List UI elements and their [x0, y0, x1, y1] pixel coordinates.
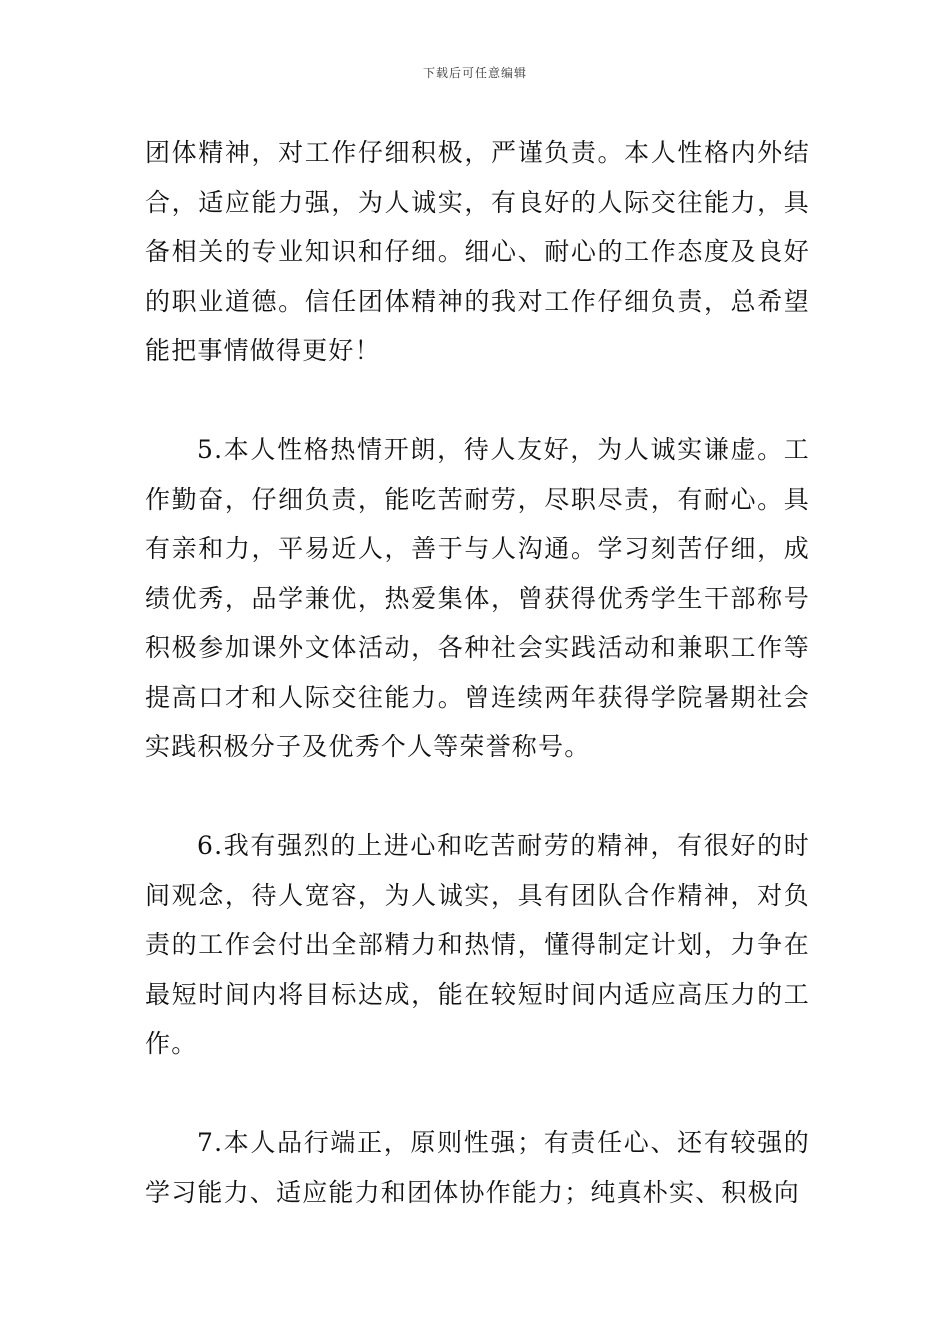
- paragraph-item-7: 7.本人品行端正，原则性强；有责任心、还有较强的学习能力、适应能力和团体协作能力；纯真朴实、积极向: [145, 1128, 810, 1207]
- page-header-note: 下载后可任意编辑: [422, 66, 527, 80]
- document-body: [145, 128, 810, 1217]
- paragraph-gap: [145, 772, 810, 822]
- paragraph-gap: [145, 1069, 810, 1119]
- paragraph-continuation: 团体精神，对工作仔细积极，严谨负责。本人性格内外结合，适应能力强，为人诚实，有良好的人际交往能力，具备相关的专业知识和仔细。细心、耐心的工作态度及良好的职业道德。信任团体精神的我对工作仔细负责，总希望能把事情做得更好！: [145, 138, 810, 365]
- paragraph-item-5: 5.本人性格热情开朗，待人友好，为人诚实谦虚。工作勤奋，仔细负责，能吃苦耐劳，尽职尽责，有耐心。具有亲和力，平易近人，善于与人沟通。学习刻苦仔细，成绩优秀，品学兼优，热爱集体，曾获得优秀学生干部称号积极参加课外文体活动，各种社会实践活动和兼职工作等提高口才和人际交往能力。曾连续两年获得学院暑期社会实践积极分子及优秀个人等荣誉称号。: [145, 435, 810, 761]
- paragraph-item-6: 6.我有强烈的上进心和吃苦耐劳的精神，有很好的时间观念，待人宽容，为人诚实，具有团队合作精神，对负责的工作会付出全部精力和热情，懂得制定计划，力争在最短时间内将目标达成，能在较短时间内适应高压力的工作。: [145, 831, 810, 1058]
- paragraph-gap: [145, 376, 810, 426]
